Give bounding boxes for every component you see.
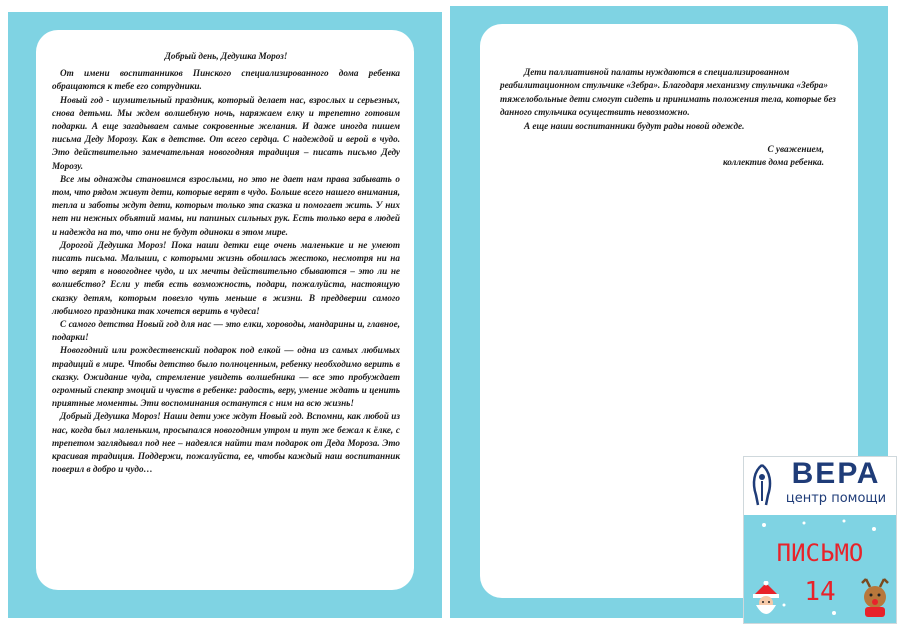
letter-text-left [52, 50, 400, 477]
paragraph: А еще наши воспитанники будут рады новой одежде. [524, 120, 745, 131]
paragraph: Добрый Дедушка Мороз! Наши дети уже ждут Новый год. Вспомни, как любой из нас, когда был маленьким, просыпался новогодним утром и тут же бежал к ёлке, с трепетом заглядывал под нее – надеялся найти там подарок от Деда Мороза. Это красивая традиция. Поддержи, пожалуйста, ее, чтобы каждый наш воспитанник поверил в добро и чудо… [52, 411, 400, 475]
letter-text-right [500, 66, 844, 170]
vera-logo [744, 457, 896, 515]
signature-line: коллектив дома ребенка. [723, 157, 824, 168]
paragraph: С самого детства Новый год для нас — это елки, хороводы, мандарины и, главное, подарки! [52, 319, 400, 343]
signature-line: С уважением, [767, 144, 824, 155]
paragraph: Дети паллиативной палаты нуждаются в специализированном реабилитационном стульчике «Зебра». Благодаря механизму стульчика «Зебра» тяжелобольные дети смогут сидеть и принимать положения тела, которые без данного стульчика осуществить невозможно. [500, 67, 836, 118]
letter-label-panel [744, 515, 896, 623]
paragraph: От имени воспитанников Пинского специализированного дома ребенка обращаются к тебе его сотрудники. [52, 68, 400, 92]
left-page [8, 12, 442, 618]
vera-badge [743, 456, 897, 624]
reindeer-icon [856, 573, 894, 619]
paragraph: Новогодний или рождественский подарок под елкой — одна из самых любимых традиций в мире. Чтобы детство было полноценным, ребенку необходимо верить в сказку. Ожидание чуда, стремление увидеть волшебника — все это пробуждает огромный спектр эмоций и чувств в ребенке: радость, веру, умение ждать и ценить приятные моменты. Эти воспоминания останутся с ним на всю жизнь! [52, 345, 400, 409]
paragraph: Новый год - шумительный праздник, который делает нас, взрослых и серьезных, снова детьми. Мы ждем волшебную ночь, наряжаем елку и трепетно готовим подарки. А еще загадываем самые сокровенные желания. И даже иногда пишем письма Деду Морозу. Как в детстве. От всего сердца. С надеждой и верой в чудо. Это действительно замечательная новогодняя традиция – писать письмо Деду Морозу. [52, 94, 400, 171]
letter-number: 14 [804, 577, 836, 607]
letter-label: ПИСЬМО [776, 539, 864, 567]
badge-subtitle: центр помощи [785, 491, 887, 506]
santa-icon [748, 581, 784, 621]
letter-greeting: Добрый день, Дедушка Мороз! [164, 51, 288, 61]
signature [500, 143, 844, 170]
paragraph: Все мы однажды становимся взрослыми, но это не дает нам права забывать о том, что рядом живут дети, которые верят в чудо. Больше всего нашего внимания, тепла и заботы ждут дети, которым только эта сказка и помогает жить. У них нет ни нежных объятий мамы, ни папиных сильных рук. Есть только вера в людей и надежда на то, что они не будут одиноки в этом мире. [52, 173, 400, 237]
angel-icon [748, 461, 776, 509]
paragraph: Дорогой Дедушка Мороз! Пока наши детки еще очень маленькие и не умеют писать письма. Малыши, с которыми жизнь обошлась жестоко, несмотря ни на что верят в новогоднее чудо, и их мечты действительно сбываются – это ли не волшебство? Если у тебя есть возможность, подари, пожалуйста, настоящую сказку детям, которым повезло чуть меньше в жизни. В преддверии самого любимого праздника так хочется верить в чудеса! [52, 239, 400, 316]
badge-title: ВЕРА [791, 457, 881, 490]
left-page-content [36, 30, 414, 590]
